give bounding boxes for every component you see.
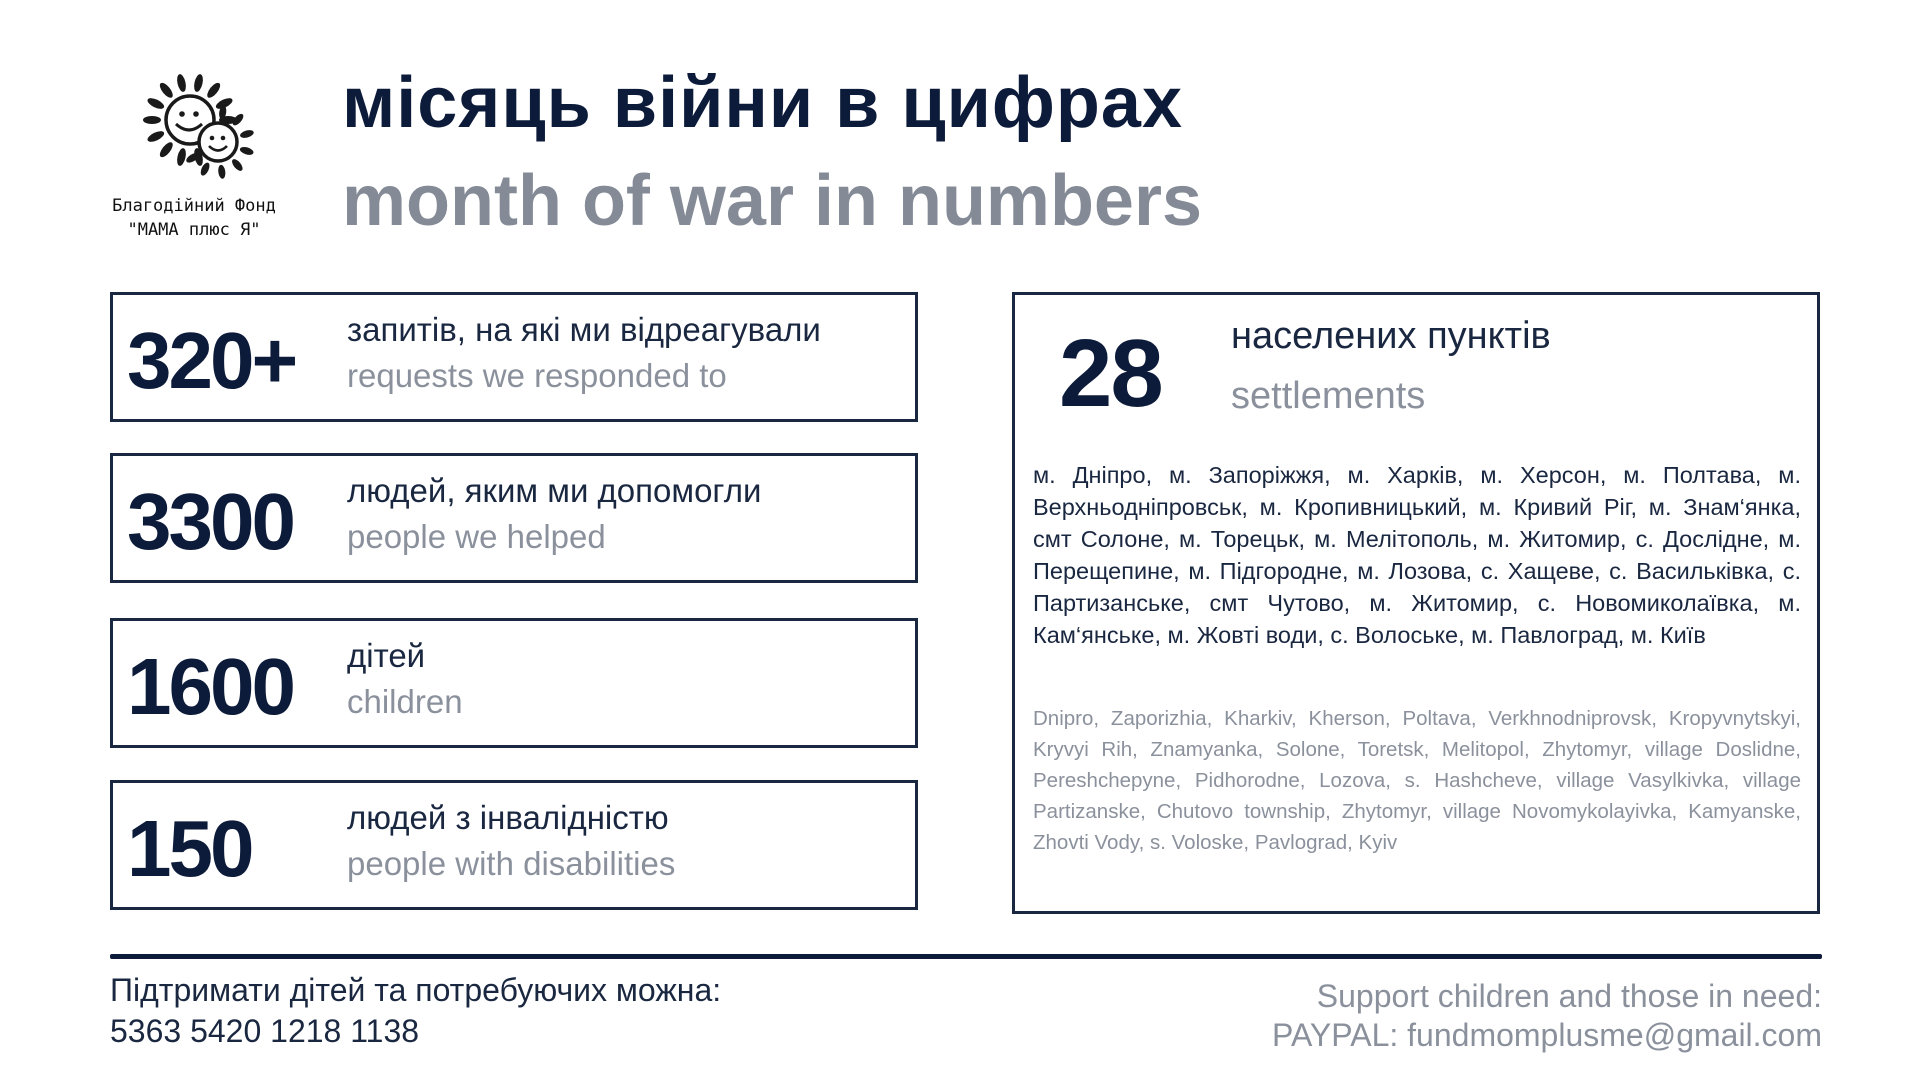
title-english: month of war in numbers — [342, 161, 1203, 241]
logo-petal — [239, 129, 254, 139]
stat-number: 150 — [127, 804, 252, 893]
card-number: 5363 5420 1218 1138 — [110, 1013, 420, 1049]
settlements-label-ukrainian: населених пунктів — [1231, 315, 1551, 357]
stat-box-disabilities — [110, 780, 918, 910]
stat-label-ukrainian: запитів, на які ми відреагували — [347, 311, 821, 348]
stat-label-english: requests we responded to — [347, 357, 727, 394]
organization-name — [84, 194, 304, 242]
logo-petal — [176, 147, 188, 166]
logo-petal — [146, 129, 166, 144]
settlements-label-english: settlements — [1231, 375, 1426, 417]
logo-petal — [217, 164, 226, 179]
logo-petal — [143, 116, 161, 124]
logo-petal — [239, 145, 254, 156]
stat-label-ukrainian: людей з інвалідністю — [347, 799, 669, 836]
logo-petal — [193, 73, 205, 92]
logo-petal — [158, 140, 175, 159]
stat-number: 3300 — [127, 477, 293, 566]
support-text-english: Support children and those in need: — [1316, 978, 1822, 1014]
stat-label-english: people with disabilities — [347, 845, 676, 882]
logo-petal — [158, 81, 175, 100]
logo-petal — [230, 157, 244, 172]
sun-with-smiling-faces-icon — [134, 64, 264, 194]
footer-divider — [110, 954, 1822, 959]
settlements-number: 28 — [1059, 320, 1162, 427]
stat-label-english: people we helped — [347, 518, 606, 555]
stat-label-english: children — [347, 683, 463, 720]
title-ukrainian: місяць війни в цифрах — [342, 63, 1183, 143]
settlements-list-english: Dnipro, Zaporizhia, Kharkiv, Kherson, Poltava, Verkhnodniprovsk, Kropyvnytskyi, Kryvyi Rih, Znamyanka, Solone, Toretsk, Melitopol, Zhytomyr, village Doslidne, Pereshchepyne, Pidhorodne, Lozova, s. Hashcheve, village Vasylkivka, village Partizanske, Chutovo township, Zhytomyr, village Novomykolayivka, Kamyanske, Zhovti Vody, s. Voloske, Pavlograd, Kyiv — [1033, 707, 1801, 854]
stat-number: 1600 — [127, 642, 293, 731]
support-text-ukrainian: Підтримати дітей та потребуючих можна: — [110, 972, 722, 1008]
stat-label-ukrainian: людей, яким ми допомогли — [347, 472, 762, 509]
paypal-email: PAYPAL: fundmomplusme@gmail.com — [1271, 1017, 1822, 1053]
stat-box-people-helped — [110, 453, 918, 583]
stat-number: 320+ — [127, 316, 296, 405]
logo-petal — [146, 96, 166, 111]
stat-box-children — [110, 618, 918, 748]
organization-name-line-1: Благодійний Фонд — [112, 196, 276, 216]
logo-petal — [205, 81, 222, 100]
logo-petal — [176, 73, 188, 92]
settlements-list-ukrainian: м. Дніпро, м. Запоріжжя, м. Харків, м. Херсон, м. Полтава, м. Верхньодніпровськ, м. Кропивницький, м. Кривий Ріг, м. Знам‘янка, смт Солоне, м. Торецьк, м. Мелітополь, м. Житомир, с. Дослідне, м. Перещепине, м. Підгородне, м. Лозова, с. Хащеве, с. Васильківка, с. Партизанське, смт Чутово, м. Житомир, с. Новомиколаївка, м. Кам‘янське, м. Жовті води, с. Волоське, м. Павлоград, м. Київ — [1033, 462, 1801, 648]
organization-name-line-2: "МАМА плюс Я" — [127, 220, 261, 240]
stat-box-requests — [110, 292, 918, 422]
stat-label-ukrainian: дітей — [347, 637, 426, 674]
settlements-box — [1012, 292, 1820, 914]
